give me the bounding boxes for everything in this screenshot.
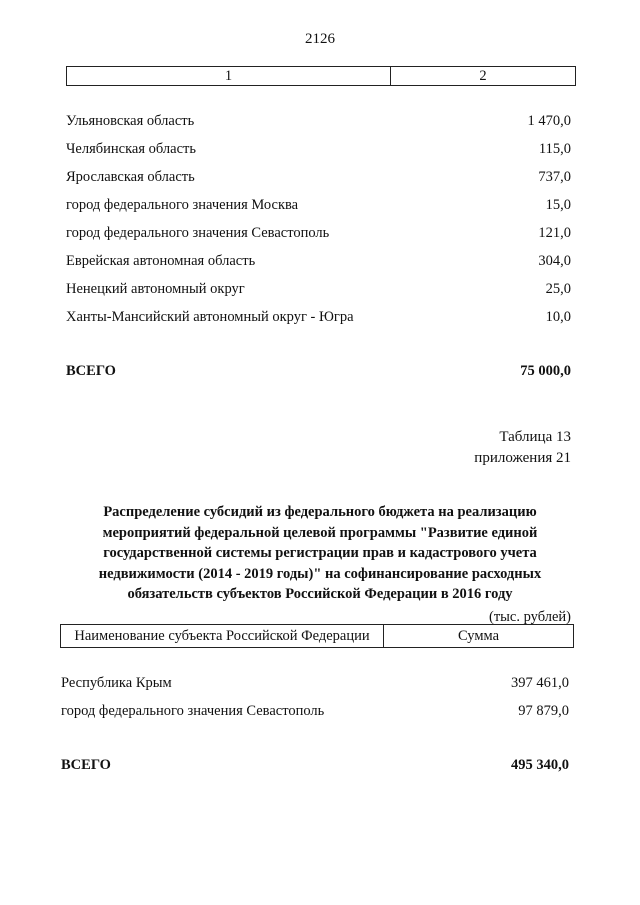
region-amount: 115,0: [538, 141, 571, 157]
region-name: Ханты-Мансийский автономный округ - Югра: [66, 309, 354, 325]
total-label: ВСЕГО: [66, 363, 116, 379]
region-name: Еврейская автономная область: [66, 253, 256, 269]
table-title: [70, 502, 570, 605]
table-row: [66, 251, 571, 271]
title-line: Распределение субсидий из федерального бюджета на реализацию: [103, 504, 537, 520]
table-row: [61, 701, 569, 721]
region-amount: 15,0: [545, 197, 571, 213]
table-row: [61, 673, 569, 693]
table-row: [66, 195, 571, 215]
region-amount: 97 879,0: [518, 703, 569, 719]
total-amount: 495 340,0: [511, 757, 569, 773]
region-name: Республика Крым: [61, 675, 172, 691]
column-header-name: Наименование субъекта Российской Федерации: [61, 625, 384, 647]
region-amount: 1 470,0: [527, 113, 571, 129]
column-header-amount: Сумма: [457, 628, 500, 644]
table-row: [66, 307, 571, 327]
region-name: город федерального значения Москва: [66, 197, 299, 213]
total-row: [61, 755, 569, 775]
title-line: государственной системы регистрации прав и кадастрового учета: [103, 545, 537, 561]
region-amount: 397 461,0: [511, 675, 569, 691]
region-name: город федерального значения Севастополь: [66, 225, 330, 241]
region-amount: 121,0: [538, 225, 571, 241]
region-name: Ненецкий автономный округ: [66, 281, 245, 297]
region-amount: 25,0: [545, 281, 571, 297]
column-number-1: 1: [67, 67, 391, 85]
total-label: ВСЕГО: [61, 757, 111, 773]
appendix-caption: приложения 21: [474, 450, 571, 466]
title-line: недвижимости (2014 - 2019 годы)" на софинансирование расходных: [98, 565, 542, 582]
table-row: [66, 279, 571, 299]
region-name: Челябинская область: [66, 141, 196, 157]
table-number-caption: Таблица 13: [499, 429, 571, 445]
total-row: [66, 361, 571, 381]
table-row: [66, 167, 571, 187]
title-line: мероприятий федеральной целевой программы "Развитие единой: [102, 524, 538, 541]
column-number-header: [66, 66, 576, 86]
units-label: (тыс. рублей): [489, 609, 571, 625]
table-row: [66, 111, 571, 131]
table-row: [66, 139, 571, 159]
region-name: Ульяновская область: [66, 113, 195, 129]
region-amount: 737,0: [538, 169, 571, 185]
region-amount: 304,0: [538, 253, 571, 269]
page-number: 2126: [305, 31, 335, 47]
table-row: [66, 223, 571, 243]
region-name: город федерального значения Севастополь: [61, 703, 325, 719]
title-line: обязательств субъектов Российской Федерации в 2016 году: [127, 586, 513, 602]
total-amount: 75 000,0: [520, 363, 571, 379]
table-header: [60, 624, 574, 648]
region-amount: 10,0: [545, 309, 571, 325]
column-number-2: 2: [479, 68, 487, 84]
region-name: Ярославская область: [66, 169, 195, 185]
